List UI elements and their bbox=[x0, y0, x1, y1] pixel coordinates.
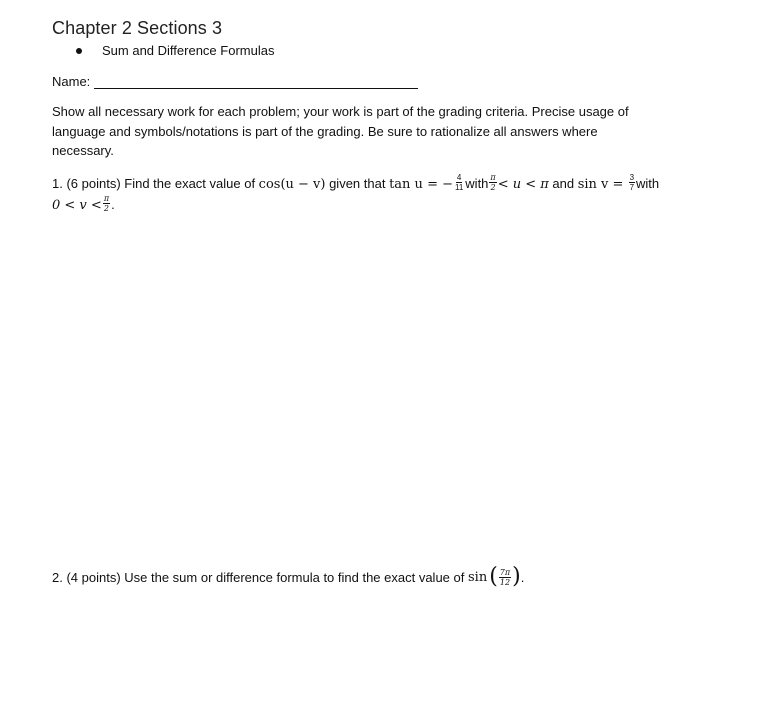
with-text-1: with bbox=[465, 176, 489, 191]
u-range: < u < π bbox=[497, 177, 549, 192]
sin-argument bbox=[489, 566, 521, 588]
left-paren: ( bbox=[489, 564, 498, 589]
and-text: and bbox=[548, 176, 578, 191]
problem-1-prefix: 1. (6 points) Find the exact value of bbox=[52, 176, 259, 191]
name-blank-line[interactable] bbox=[94, 75, 418, 89]
problem-2-text: 2. (4 points) Use the sum or difference formula to find the exact value of bbox=[52, 569, 468, 585]
instructions-paragraph: Show all necessary work for each problem; your work is part of the grading criteria. Precise usage of language and symbols/notations is part of the grading. Be sure to rationalize all answers where necessary. bbox=[52, 104, 629, 158]
right-paren: ) bbox=[512, 564, 521, 589]
topic-bullet bbox=[76, 43, 274, 58]
topic-label: Sum and Difference Formulas bbox=[102, 43, 275, 58]
sin-expression: sin v = bbox=[577, 177, 628, 192]
v-pi-over-2-fraction bbox=[103, 194, 110, 213]
sin-fraction bbox=[629, 173, 635, 192]
seven-pi-over-12-fraction bbox=[499, 568, 511, 587]
v-pi-numerator: π bbox=[103, 194, 110, 204]
cos-expression: cos(u − v) bbox=[258, 177, 326, 192]
v-pi-denominator: 2 bbox=[103, 204, 109, 214]
v-range-start: 0 < v < bbox=[52, 198, 102, 213]
problem-1-period: . bbox=[111, 197, 115, 212]
bullet-dot-icon bbox=[76, 48, 82, 54]
tan-numerator: 4 bbox=[456, 173, 462, 183]
sin-numerator: 3 bbox=[629, 173, 635, 183]
sin-function: sin bbox=[467, 569, 488, 585]
pi-denominator: 2 bbox=[490, 183, 496, 193]
page-title: Chapter 2 Sections 3 bbox=[52, 18, 223, 38]
name-field-row bbox=[52, 74, 418, 89]
tan-denominator: 11 bbox=[454, 183, 464, 193]
tan-fraction bbox=[454, 173, 464, 192]
with-text-2: with bbox=[636, 176, 660, 191]
name-label: Name: bbox=[52, 74, 91, 89]
given-text: given that bbox=[325, 176, 390, 191]
twelve-denominator: 12 bbox=[499, 577, 511, 587]
problem-2 bbox=[52, 566, 524, 588]
pi-over-2-fraction bbox=[489, 173, 496, 192]
tan-expression: tan u = − bbox=[389, 177, 453, 192]
seven-pi-numerator: 7π bbox=[499, 567, 511, 577]
pi-numerator: π bbox=[490, 173, 496, 183]
sin-denominator: 7 bbox=[629, 183, 635, 193]
problem-1 bbox=[52, 174, 732, 216]
problem-2-period: . bbox=[520, 569, 525, 585]
